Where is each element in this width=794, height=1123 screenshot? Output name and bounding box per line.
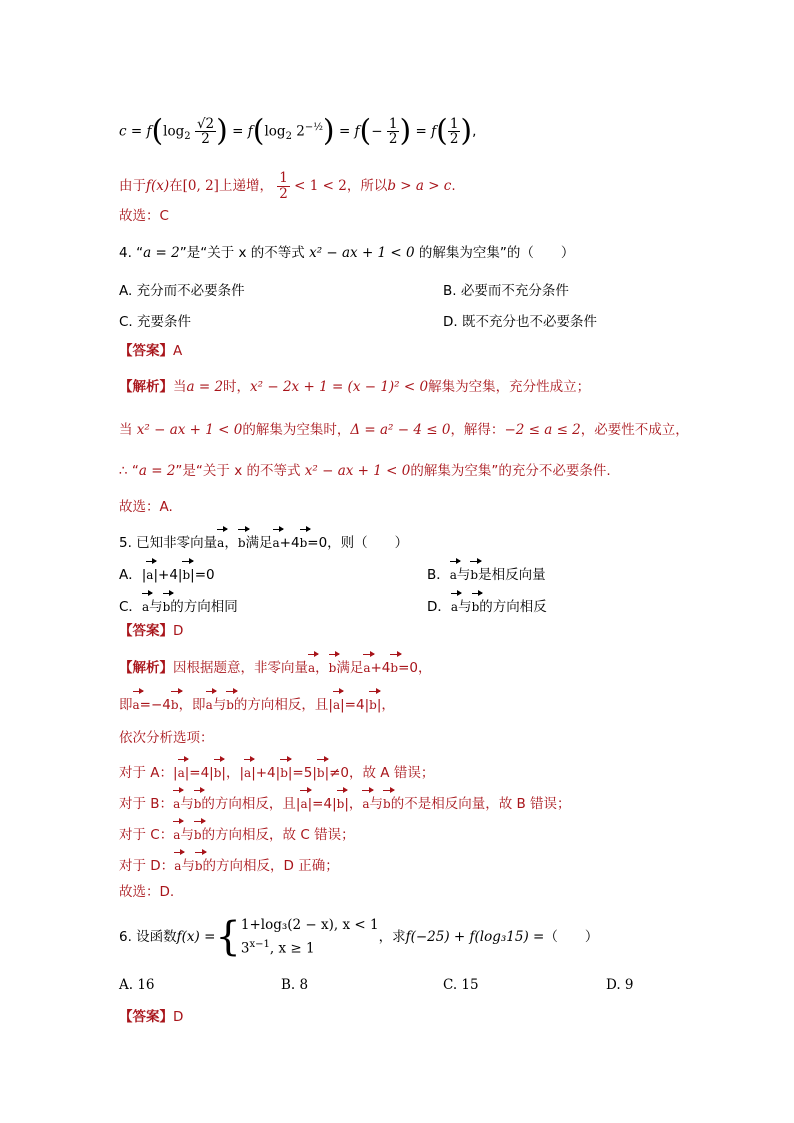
q5-choose: 故选：D. — [119, 884, 175, 900]
q4-analysis-3: ∴ “a = 2”是“关于 x 的不等式 x² − ax + 1 < 0的解集为空集”的充分不必要条件. — [119, 463, 611, 479]
neg-sign: − — [371, 123, 383, 140]
q6-option-a: A. 16 — [119, 977, 155, 993]
q4-analysis-1: 【解析】当a = 2时，x² − 2x + 1 = (x − 1)² < 0解集为空集，充分性成立； — [119, 379, 591, 395]
q4-option-b: B. 必要而不充分条件 — [443, 283, 569, 299]
log-text-2: log — [264, 123, 286, 140]
eq2: = f — [338, 123, 360, 140]
since-interval: [0, 2] — [182, 178, 219, 194]
q4-answer: 【答案】A — [119, 343, 183, 359]
fraction-sqrt2-over-2: $\frac{√2}{2}$ — [196, 115, 215, 147]
formula-c-line: $c = f(\log_2$ $\frac{√2}{2}$ ) = $f(\log_2$ $2^{-\frac{1}{2}}) = f(-$ $\frac{1}{2}$ ) = f( $\frac{1}{2}$ ), — [119, 113, 477, 149]
q5-option-b: B．a与b是相反向量 — [427, 559, 546, 585]
q6-answer: 【答案】D — [119, 1009, 184, 1025]
since-fx: f(x) — [146, 178, 170, 194]
q4-stem: 4. “a = 2”是“关于 x 的不等式 x² − ax + 1 < 0 的解集为空集”的（ ） — [119, 245, 575, 261]
q6-piecewise: 1+log₃(2 − x), x < 1 $3^{x-1}$, x ≥ 1 — [240, 917, 379, 957]
q5-option-a: A．|a|+4|b|=0 — [119, 559, 215, 585]
q5-option-c: C．a与b的方向相同 — [119, 591, 238, 617]
power-exponent: −½ — [304, 122, 323, 133]
since-end: . — [451, 178, 456, 194]
q4-choose: 故选：A. — [119, 499, 173, 515]
log-text: log — [163, 123, 185, 140]
answer-q3: 故选：C — [119, 208, 169, 224]
power-base: 2 — [296, 123, 305, 140]
q5-analysis-1: 【解析】因根据题意，非零向量a，b满足a+4b=0， — [119, 652, 432, 678]
q6-option-d: D. 9 — [606, 977, 634, 993]
q6-option-c: C. 15 — [443, 977, 479, 993]
q6-stem: 6. 设函数f(x) ={ 1+log₃(2 − x), x < 1 $3^{x-1}$, x ≥ 1 ，求f(−25) + f(log₃15) =（ ） — [119, 914, 599, 960]
eq1: = f — [232, 123, 253, 140]
q5-answer: 【答案】D — [119, 623, 184, 639]
q4-option-d: D. 既不充分也不必要条件 — [443, 314, 597, 330]
q6-option-b: B. 8 — [281, 977, 309, 993]
formula-c-lhs: c = f — [119, 123, 152, 140]
since-order: b > a > c — [387, 178, 452, 194]
q5-stem: 5. 已知非零向量a，b满足a+4b=0，则（ ） — [119, 527, 408, 553]
eq3: = f — [415, 123, 437, 140]
fraction-neg-half: $\frac{1}{2}$ — [388, 115, 398, 147]
since-ineq: < 1 < 2 — [294, 178, 347, 194]
q5-analysis-6: 对于 C：a与b的方向相反，故 C 错误； — [119, 819, 355, 845]
q5-analysis-2: 即a=−4b，即a与b的方向相反，且|a|=4|b|， — [119, 689, 395, 715]
since-text-3: 上递增， — [218, 178, 273, 194]
since-text-2: 在 — [169, 178, 183, 194]
log-base: 2 — [184, 131, 191, 143]
log-base-2: 2 — [285, 131, 292, 143]
q4-analysis-2: 当 x² − ax + 1 < 0的解集为空集时，Δ = a² − 4 ≤ 0，解得：−2 ≤ a ≤ 2，必要性不成立， — [119, 422, 689, 438]
since-text-1: 由于 — [119, 178, 146, 194]
q5-analysis-7: 对于 D：a与b的方向相反，D 正确； — [119, 850, 339, 876]
fraction-half-since: $\frac{1}{2}$ — [279, 170, 288, 202]
comma: , — [472, 123, 477, 140]
q4-option-a: A. 充分而不必要条件 — [119, 283, 245, 299]
fraction-half: $\frac{1}{2}$ — [449, 115, 459, 147]
q5-option-d: D．a与b的方向相反 — [427, 591, 547, 617]
since-text-4: ，所以 — [346, 178, 388, 194]
since-line — [119, 166, 456, 206]
q5-analysis-3: 依次分析选项： — [119, 730, 214, 746]
q4-option-c: C. 充要条件 — [119, 314, 192, 330]
q5-analysis-5: 对于 B：a与b的方向相反，且|a|=4|b|，a与b的不是相反向量，故 B 错误； — [119, 788, 571, 814]
q5-analysis-4: 对于 A：|a|=4|b|，|a|+4|b|=5|b|≠0，故 A 错误； — [119, 757, 434, 783]
